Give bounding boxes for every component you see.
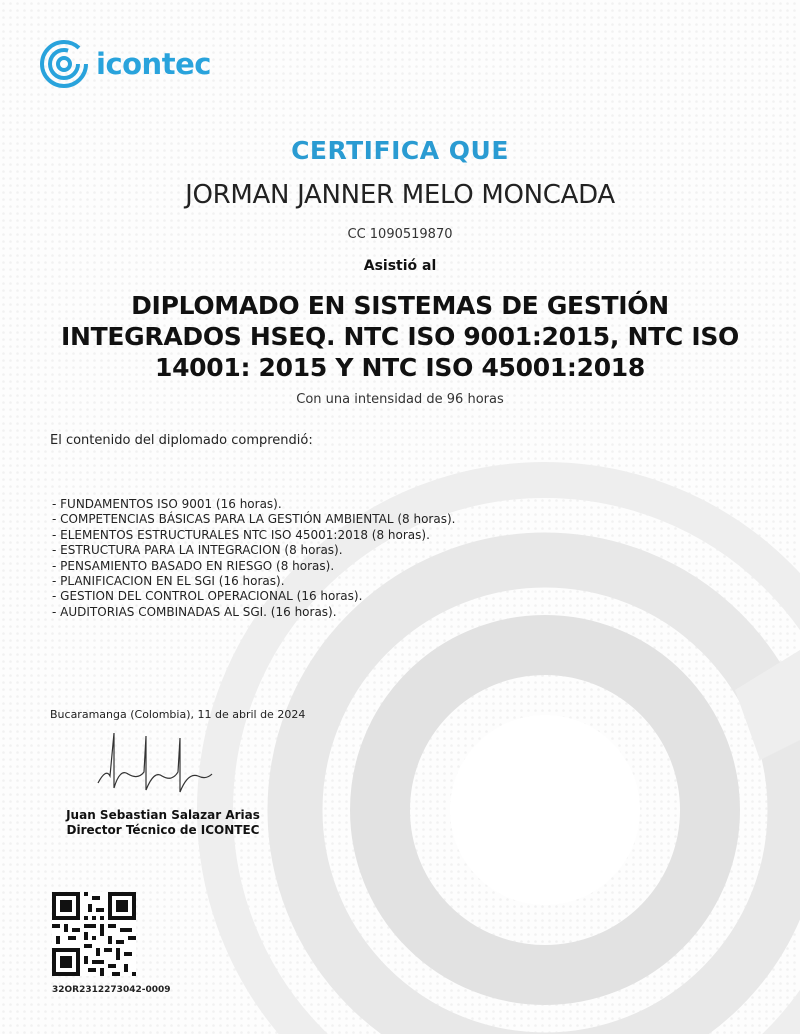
certifica-heading: CERTIFICA QUE [291,136,509,165]
module-item: - PENSAMIENTO BASADO EN RIESGO (8 horas). [52,558,335,573]
module-item: - ELEMENTOS ESTRUCTURALES NTC ISO 45001:2018 (8 horas). [52,527,430,542]
qr-code-icon [52,892,136,976]
signature-image [88,728,218,808]
module-item: - ESTRUCTURA PARA LA INTEGRACION (8 horas). [52,543,343,558]
module-item: - AUDITORIAS COMBINADAS AL SGI. (16 horas). [52,604,337,619]
verification-code: 32OR2312273042-0009 [52,985,171,995]
module-item: - FUNDAMENTOS ISO 9001 (16 horas). [52,497,282,511]
course-title-line-3: 14001: 2015 Y NTC ISO 45001:2018 [154,353,645,382]
module-item: - PLANIFICACION EN EL SGI (16 horas). [52,574,285,589]
module-item: - COMPETENCIAS BÁSICAS PARA LA GESTIÓN AMBIENTAL (8 horas). [52,512,456,527]
attendance-label: Asistió al [363,258,437,274]
icontec-logo [38,38,211,90]
course-title-line-1: DIPLOMADO EN SISTEMAS DE GESTIÓN [131,291,669,320]
icontec-logo-icon [38,38,90,90]
course-title-line-2: INTEGRADOS HSEQ. NTC ISO 9001:2015, NTC ISO [61,322,739,351]
module-list [52,497,455,620]
course-title [30,290,770,383]
content-intro: El contenido del diplomado comprendió: [50,433,313,448]
place-date: Bucaramanga (Colombia), 11 de abril de 2024 [50,708,306,721]
signer-name: Juan Sebastian Salazar Arias [66,808,260,822]
brand-name: icontec [96,47,211,81]
recipient-id: CC 1090519870 [347,227,453,242]
course-intensity: Con una intensidad de 96 horas [296,392,504,407]
signer-title: Director Técnico de ICONTEC [66,823,260,837]
module-item: - GESTION DEL CONTROL OPERACIONAL (16 horas). [52,589,363,604]
recipient-name: JORMAN JANNER MELO MONCADA [185,180,615,210]
